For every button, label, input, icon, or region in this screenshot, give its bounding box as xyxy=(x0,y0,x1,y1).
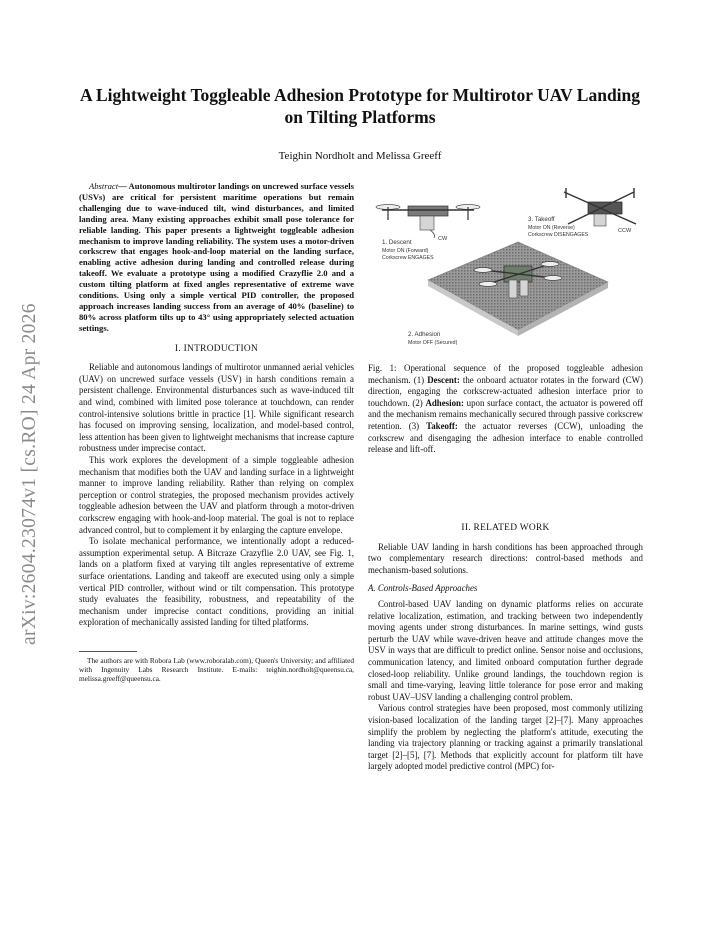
footnote-rule xyxy=(79,651,137,652)
abstract-lead: Abstract xyxy=(89,181,119,191)
related-paragraph-2: Control-based UAV landing on dynamic platforms relies on accurate relative localization, estimation, and tracking between two independently moving agents under strong disturbances. In marine settings, wind gusts perturb the UAV while wave-driven heave and attitude changes move the USV in ways that are difficult to predict online. Sensor noise and occlusions, communication latency, and limited onboard computation further degrade closed-loop reliability. Unlike ground landings, the touchdown region is small and time-varying, leaving little tolerance for pose error and making robust UAV–USV landing a challenging control problem. xyxy=(368,598,643,702)
caption-adhesion-term: Adhesion: xyxy=(425,397,464,408)
label-takeoff-line2: Corkscrew DISENGAGES xyxy=(528,232,589,238)
caption-takeoff-term: Takeoff: xyxy=(426,420,458,431)
label-descent-line1: Motor ON (Forward) xyxy=(382,248,429,254)
abstract-dash: — xyxy=(118,181,129,191)
drone-takeoff xyxy=(564,188,636,226)
label-takeoff-line1: Motor ON (Reverse) xyxy=(528,225,575,231)
abstract xyxy=(79,181,354,334)
label-descent-line2: Corkscrew ENGAGES xyxy=(382,255,434,261)
label-takeoff-title: 3. Takeoff xyxy=(528,216,555,223)
tilting-platform xyxy=(428,242,608,336)
left-column xyxy=(79,181,354,683)
intro-paragraph-2: This work explores the development of a simple toggleable adhesion mechanism that modifies both the UAV and landing surface in a lightweight manner to improve landing reliability. Rather than relying on complex perception or control strategies, the proposed mechanism provides actively toggleable adhesion between the UAV and platform through a motor-driven corkscrew engaging with hook-and-loop material. The goal is not to replace advanced control, but to complement it by enlarging the capture envelope. xyxy=(79,455,354,535)
paper-authors: Teighin Nordholt and Melissa Greeff xyxy=(278,150,442,162)
intro-paragraph-1: Reliable and autonomous landings of multirotor unmanned aerial vehicles (UAV) on uncrewed surface vessels (USV) in harsh conditions remain a persistent challenge. Environmental disturbances such as wave-induced tilt and wind, combined with limited pose tolerance at touchdown, can render control-intensive solutions brittle in practice [1]. While significant research has focused on improving sensing, localization, and model-based control, less attention has been given to lightweight mechanisms that increase capture robustness under imprecise contact. xyxy=(79,362,354,454)
related-work-heading: II. RELATED WORK xyxy=(461,523,550,533)
related-paragraph-1: Reliable UAV landing in harsh conditions has been approached through two complementary research directions: control-based methods and mechanism-based solutions. xyxy=(368,541,643,575)
label-adhesion-line1: Motor OFF (Secured) xyxy=(408,340,458,346)
figure-1 xyxy=(368,180,643,356)
caption-adhesion-text: upon surface contact, the actuator is powered off and the mechanism remains mechanically secured through passive corkscrew retention. (3) xyxy=(368,397,643,431)
caption-descent-text: the onboard actuator rotates in the forward (CW) direction, engaging the corkscrew-actuated adhesion interface prior to touchdown. (2) xyxy=(368,374,643,408)
cw-label: CW xyxy=(438,236,448,242)
caption-prefix: Fig. 1: Operational sequence of the proposed toggleable adhesion mechanism. (1) xyxy=(368,363,643,385)
paper-title: A Lightweight Toggleable Adhesion Prototype for Multirotor UAV Landing on Tilting Platforms xyxy=(79,85,641,127)
related-paragraph-3: Various control strategies have been proposed, most commonly utilizing vision-based localization of the landing target [2]–[7]. Many approaches simplify the problem by neglecting the platform's attitude, executing the landing via trajectory planning or tracking against a primarily translational target [2]–[5], [7]. Methods that explicitly account for platform tilt have largely adopted model predictive control (MPC) for- xyxy=(368,703,643,772)
label-descent-title: 1. Descent xyxy=(382,239,412,246)
figure-1-caption xyxy=(368,363,643,456)
intro-paragraph-3: To isolate mechanical performance, we intentionally adopt a reduced-assumption experimental setup. A Bitcraze Crazyflie 2.0 UAV, see Fig. 1, lands on a platform fixed at varying tilt angles representative of extreme surface orientations. Landing and takeoff are executed using only a simple vertical PID controller, without wind or tilt compensation. This prototype study evaluates the feasibility, robustness, and repeatability of the mechanism under imprecise contact conditions, providing an initial exploration of mechanically assisted landing for tilted platforms. xyxy=(79,536,354,628)
ccw-label: CCW xyxy=(618,228,632,234)
related-work-section xyxy=(368,513,643,773)
footnote: The authors are with Robora Lab (www.roboralab.com), Queen's University; and affiliated with Ingenuity Labs Research Institute. E-mails: teighin.nordholt@queensu.ca, melissa.greeff@queensu.ca. xyxy=(79,655,354,683)
intro-heading: I. INTRODUCTION xyxy=(174,343,259,354)
controls-approaches-heading: A. Controls-Based Approaches xyxy=(368,583,478,594)
arxiv-identifier: arXiv:2604.23074v1 [cs.RO] 24 Apr 2026 xyxy=(19,303,40,645)
abstract-text: Autonomous multirotor landings on uncrewed surface vessels (USVs) are critical for persistent maritime operations but remain challenging due to wave-induced tilt, wind disturbances, and limited landing area. Many existing approaches exhibit small pose tolerance for reliable landing. This paper presents a lightweight toggleable adhesion mechanism to improve landing reliability. The system uses a motor-driven corkscrew that engages hook-and-loop material on the landing surface, enabling active adhesion during landing and controlled release during takeoff. We evaluate a prototype using a modified Crazyflie 2.0 and a custom tilting platform at fixed angles representative of extreme wave conditions. Using only a simple vertical PID controller, the proposed approach increases landing success from an average of 40% (baseline) to 80% across platform tilts up to 43° using appropriately selected actuation settings. xyxy=(79,181,354,333)
caption-descent-term: Descent: xyxy=(427,374,460,385)
caption-takeoff-text: the actuator reverses (CCW), unloading the corkscrew and disengaging the adhesion interface to enable controlled release and lift-off. xyxy=(368,420,643,455)
figure-1-illustration xyxy=(368,180,643,356)
drone-descent xyxy=(376,205,480,238)
label-adhesion-title: 2. Adhesion xyxy=(408,331,441,338)
